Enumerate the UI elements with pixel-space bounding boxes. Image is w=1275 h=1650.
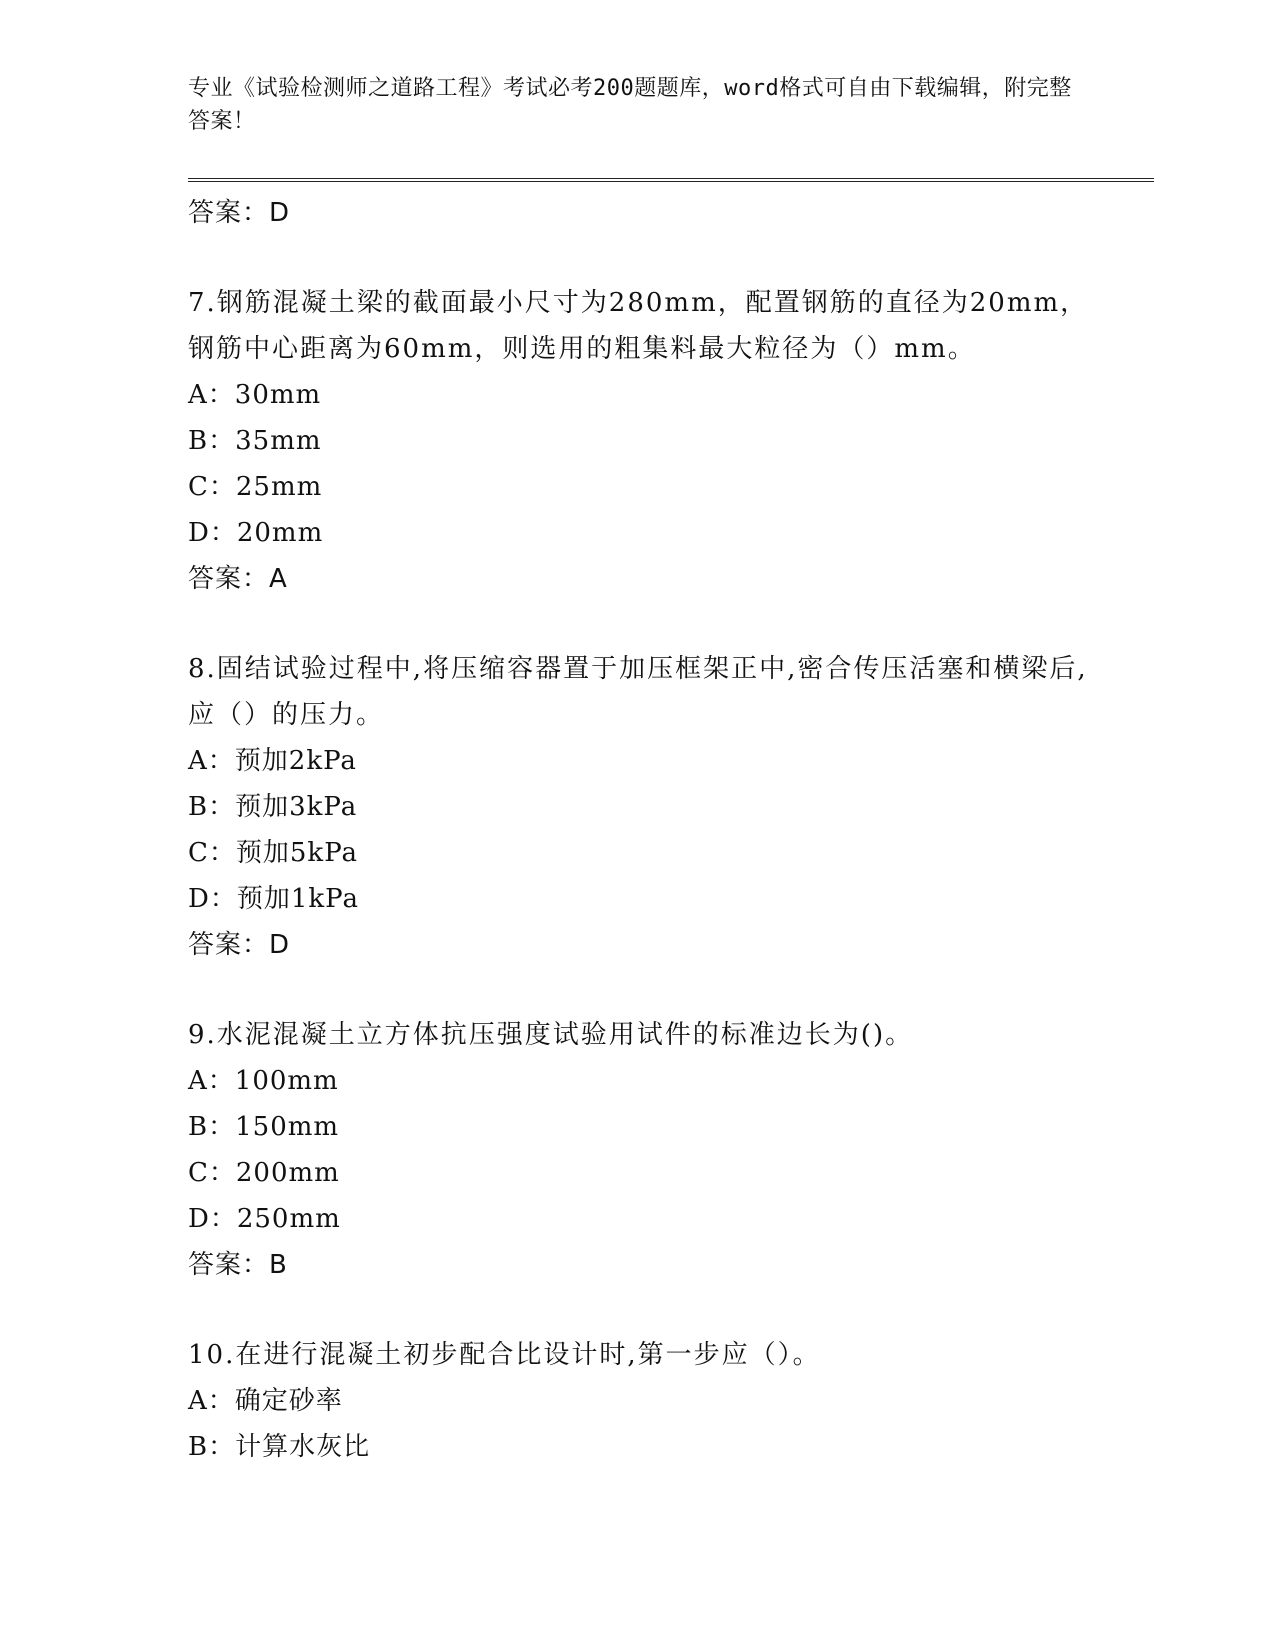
page-header-title: 专业《试验检测师之道路工程》考试必考200题题库，word格式可自由下载编辑，附完整答案！ [188, 76, 1072, 134]
spacer [188, 968, 1108, 1012]
option-a: A：确定砂率 [188, 1386, 343, 1416]
option-a: A：100mm [188, 1066, 339, 1096]
document-content [188, 190, 1108, 1470]
option-b: B：150mm [188, 1112, 340, 1142]
spacer [188, 1288, 1108, 1332]
option-c: C：200mm [188, 1158, 340, 1188]
option-d: D：预加1kPa [188, 884, 359, 914]
question-text: 8.固结试验过程中,将压缩容器置于加压框架正中,密合传压活塞和横梁后,应（）的压力。 [188, 654, 1088, 730]
question-text: 10.在进行混凝土初步配合比设计时,第一步应（）。 [188, 1340, 821, 1370]
option-c: C：预加5kPa [188, 838, 359, 868]
option-d: D：20mm [188, 518, 324, 548]
spacer [188, 602, 1108, 646]
question-text: 7.钢筋混凝土梁的截面最小尺寸为280mm，配置钢筋的直径为20mm，钢筋中心距离为60mm，则选用的粗集料最大粒径为（）mm。 [188, 288, 1089, 364]
option-c: C：25mm [188, 472, 323, 502]
answer-line: 答案：D [188, 198, 291, 228]
header-divider [188, 178, 1154, 182]
option-a: A：30mm [188, 380, 322, 410]
option-b: B：计算水灰比 [188, 1432, 371, 1462]
option-d: D：250mm [188, 1204, 341, 1234]
option-b: B：预加3kPa [188, 792, 358, 822]
answer-line: 答案：D [188, 930, 291, 960]
spacer [188, 236, 1108, 280]
option-a: A：预加2kPa [188, 746, 357, 776]
answer-line: 答案：B [188, 1250, 288, 1280]
question-text: 9.水泥混凝土立方体抗压强度试验用试件的标准边长为()。 [188, 1020, 914, 1050]
question-block [188, 280, 1108, 602]
answer-line: 答案：A [188, 564, 288, 594]
option-b: B：35mm [188, 426, 322, 456]
question-block [188, 1332, 1108, 1470]
question-block [188, 646, 1108, 968]
question-block [188, 1012, 1108, 1288]
